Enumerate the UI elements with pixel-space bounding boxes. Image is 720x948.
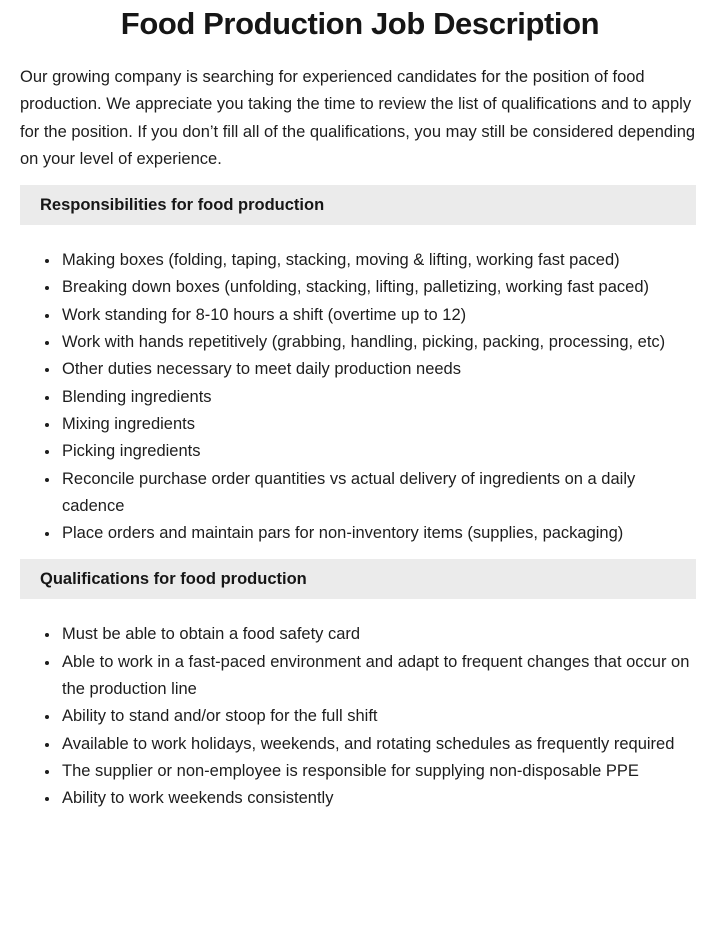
list-item: • Able to work in a fast-paced environment and adapt to frequent changes that occur on the production line [60, 649, 700, 704]
list-item: • Must be able to obtain a food safety card [60, 621, 700, 648]
list-item: • Ability to stand and/or stoop for the full shift [60, 703, 700, 730]
responsibilities-list [20, 247, 700, 547]
list-item: • Place orders and maintain pars for non-inventory items (supplies, packaging) [60, 520, 700, 547]
page-title: Food Production Job Description [120, 6, 600, 41]
list-item: • Making boxes (folding, taping, stacking, moving & lifting, working fast paced) [60, 247, 700, 274]
intro-paragraph: Our growing company is searching for experienced candidates for the position of food production. We appreciate you taking the time to review the list of qualifications and to apply for the position. If you don’t fill all of the qualifications, you may still be considered depending on your level of experience. [20, 68, 696, 168]
list-item: • Breaking down boxes (unfolding, stacking, lifting, palletizing, working fast paced) [60, 274, 700, 301]
list-item: • The supplier or non-employee is responsible for supplying non-disposable PPE [60, 758, 700, 785]
list-item: • Picking ingredients [60, 438, 700, 465]
section-heading-responsibilities: Responsibilities for food production [20, 185, 696, 225]
list-item: • Other duties necessary to meet daily production needs [60, 356, 700, 383]
list-item: • Reconcile purchase order quantities vs actual delivery of ingredients on a daily cadence [60, 466, 700, 521]
list-item: • Ability to work weekends consistently [60, 785, 700, 812]
qualifications-list [20, 621, 700, 812]
list-item: • Blending ingredients [60, 384, 700, 411]
list-item: • Work with hands repetitively (grabbing, handling, picking, packing, processing, etc) [60, 329, 700, 356]
list-item: • Work standing for 8-10 hours a shift (overtime up to 12) [60, 302, 700, 329]
list-item: • Mixing ingredients [60, 411, 700, 438]
section-heading-qualifications: Qualifications for food production [20, 559, 696, 599]
list-item: • Available to work holidays, weekends, and rotating schedules as frequently required [60, 731, 700, 758]
